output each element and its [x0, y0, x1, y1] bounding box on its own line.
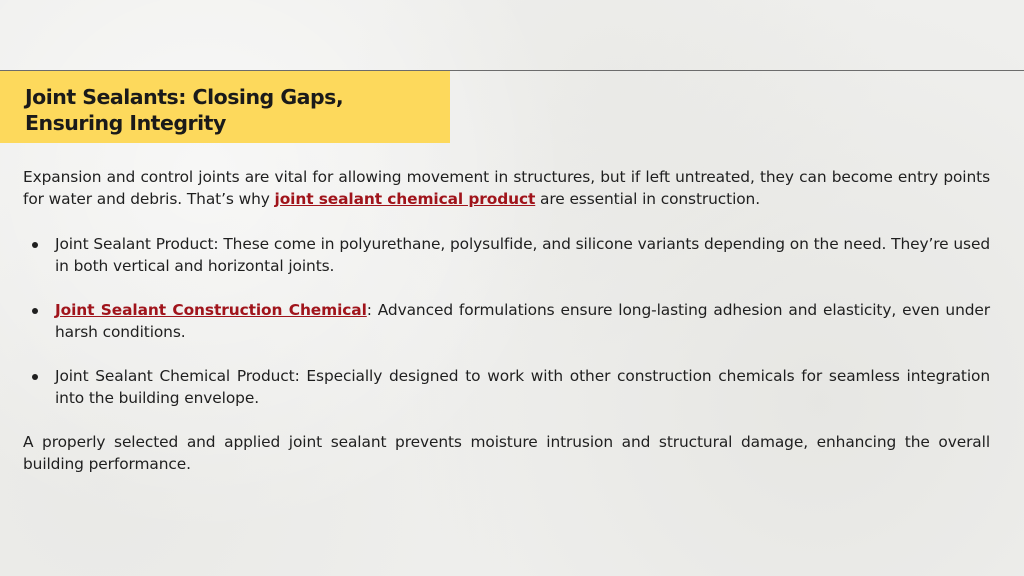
bullet-icon [32, 308, 38, 314]
closing-paragraph: A properly selected and applied joint sealant prevents moisture intrusion and structural damage, enhancing the overall building performance. [23, 433, 990, 473]
joint-sealant-chemical-product-link[interactable]: joint sealant chemical product [274, 190, 536, 208]
feature-list [23, 233, 990, 409]
list-item-text: Joint Sealant Chemical Product: Especially designed to work with other construction chemicals for seamless integration into the building envelope. [55, 367, 990, 407]
page-title [25, 84, 450, 136]
main-content [23, 166, 990, 475]
page-title-line-2: Ensuring Integrity [25, 111, 226, 135]
bullet-icon [32, 374, 38, 380]
title-banner [0, 71, 450, 143]
intro-text-after: are essential in construction. [535, 190, 761, 208]
page-title-line-1: Joint Sealants: Closing Gaps, [25, 85, 344, 109]
list-item [23, 233, 990, 277]
list-item-text: Joint Sealant Product: These come in polyurethane, polysulfide, and silicone variants depending on the need. They’re used in both vertical and horizontal joints. [55, 235, 990, 275]
list-item [23, 299, 990, 343]
intro-text-before: Expansion and control joints are vital for allowing movement in structures, but if left untreated, they can become entry points for water and debris. That’s why [23, 168, 990, 208]
joint-sealant-construction-chemical-link[interactable]: Joint Sealant Construction Chemical [55, 301, 367, 319]
list-item-text: : Advanced formulations ensure long-lasting adhesion and elasticity, even under harsh conditions. [55, 301, 991, 341]
bullet-icon [32, 242, 38, 248]
intro-paragraph [23, 166, 990, 210]
list-item [23, 365, 990, 409]
